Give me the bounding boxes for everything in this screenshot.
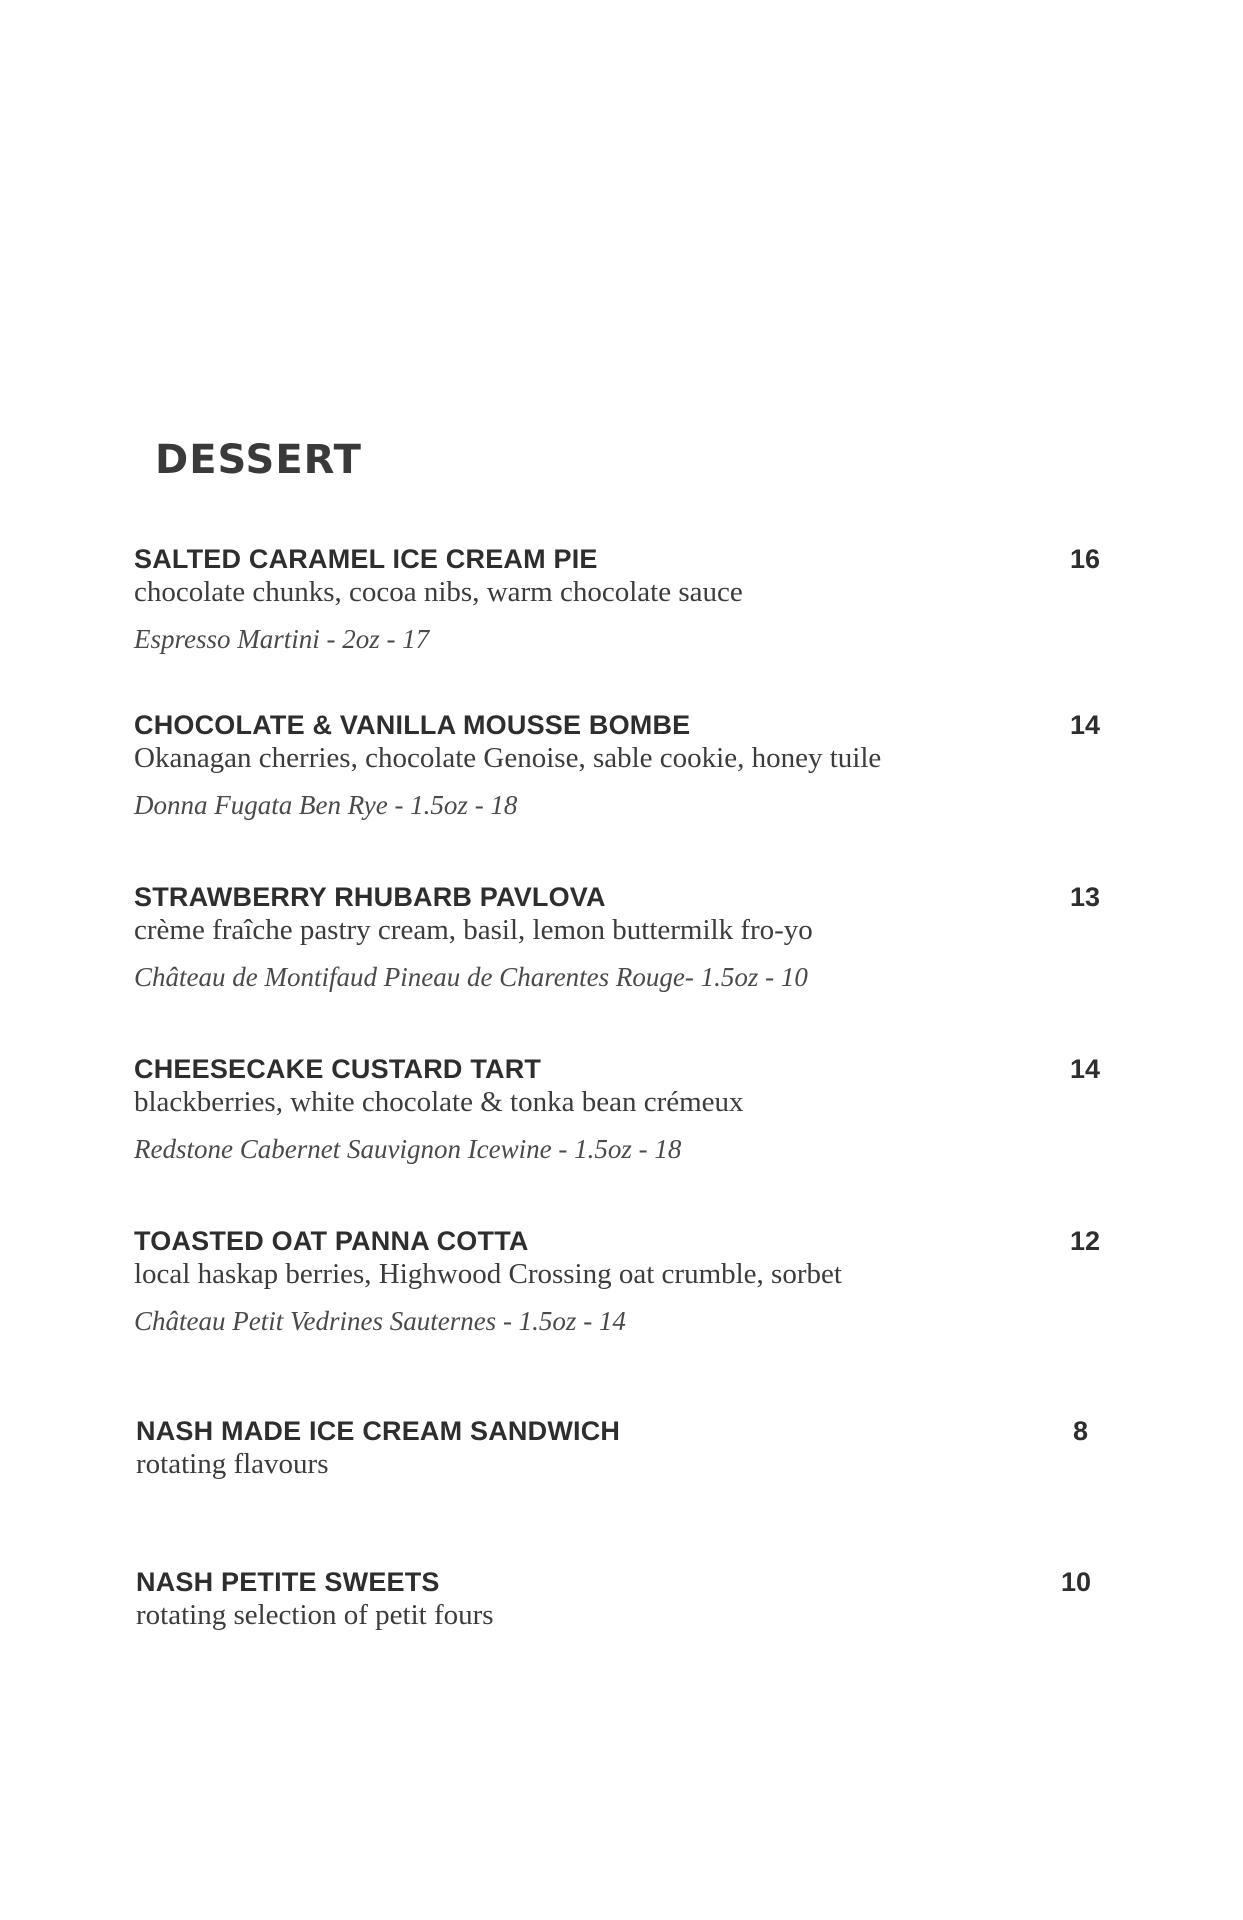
menu-item-name: NASH MADE ICE CREAM SANDWICH bbox=[136, 1416, 621, 1446]
menu-item-price: 12 bbox=[1069, 1226, 1100, 1256]
menu-item-name: NASH PETITE SWEETS bbox=[136, 1567, 440, 1597]
menu-item-name: SALTED CARAMEL ICE CREAM PIE bbox=[134, 544, 598, 574]
menu-item-price: 10 bbox=[1060, 1567, 1091, 1597]
menu-item-header bbox=[134, 879, 1100, 915]
menu-item-pairing: Donna Fugata Ben Rye - 1.5oz - 18 bbox=[134, 790, 518, 820]
menu-item-name: TOASTED OAT PANNA COTTA bbox=[134, 1226, 529, 1256]
menu-item-name: STRAWBERRY RHUBARB PAVLOVA bbox=[134, 882, 606, 912]
menu-item-description: crème fraîche pastry cream, basil, lemon buttermilk fro-yo bbox=[134, 914, 813, 946]
menu-item-pairing: Espresso Martini - 2oz - 17 bbox=[134, 624, 430, 654]
menu-item-name: CHEESECAKE CUSTARD TART bbox=[134, 1054, 542, 1084]
menu-item-header bbox=[136, 1564, 1091, 1600]
menu-item bbox=[136, 1413, 1088, 1481]
menu-item-description: rotating selection of petit fours bbox=[136, 1599, 494, 1631]
menu-item-pairing: Château de Montifaud Pineau de Charentes Rouge- 1.5oz - 10 bbox=[134, 962, 808, 992]
menu-item-description: blackberries, white chocolate & tonka bean crémeux bbox=[134, 1086, 744, 1118]
menu-item-pairing: Château Petit Vedrines Sauternes - 1.5oz - 14 bbox=[134, 1306, 626, 1336]
menu-item-description: local haskap berries, Highwood Crossing oat crumble, sorbet bbox=[134, 1258, 842, 1290]
menu-item-price: 8 bbox=[1072, 1416, 1088, 1446]
menu-item-header bbox=[136, 1413, 1088, 1449]
menu-item bbox=[134, 1223, 1100, 1338]
menu-item-header bbox=[134, 1223, 1100, 1259]
menu-item-description: chocolate chunks, cocoa nibs, warm chocolate sauce bbox=[134, 576, 743, 608]
menu-item-price: 13 bbox=[1069, 882, 1100, 912]
menu-item-price: 14 bbox=[1069, 1054, 1100, 1084]
menu-item bbox=[134, 707, 1100, 822]
menu-item bbox=[134, 879, 1100, 994]
menu-item-description: rotating flavours bbox=[136, 1448, 329, 1480]
menu-item-header bbox=[134, 707, 1100, 743]
menu-item-header bbox=[134, 1051, 1100, 1087]
menu-item-price: 16 bbox=[1069, 544, 1100, 574]
menu-item-pairing: Redstone Cabernet Sauvignon Icewine - 1.5oz - 18 bbox=[134, 1134, 682, 1164]
menu-item bbox=[136, 1564, 1091, 1632]
section-title: DESSERT bbox=[155, 437, 362, 483]
menu-item-price: 14 bbox=[1069, 710, 1100, 740]
menu-item bbox=[134, 1051, 1100, 1166]
menu-item bbox=[134, 541, 1100, 656]
menu-item-name: CHOCOLATE & VANILLA MOUSSE BOMBE bbox=[134, 710, 691, 740]
menu-item-header bbox=[134, 541, 1100, 577]
menu-item-description: Okanagan cherries, chocolate Genoise, sable cookie, honey tuile bbox=[134, 742, 882, 774]
